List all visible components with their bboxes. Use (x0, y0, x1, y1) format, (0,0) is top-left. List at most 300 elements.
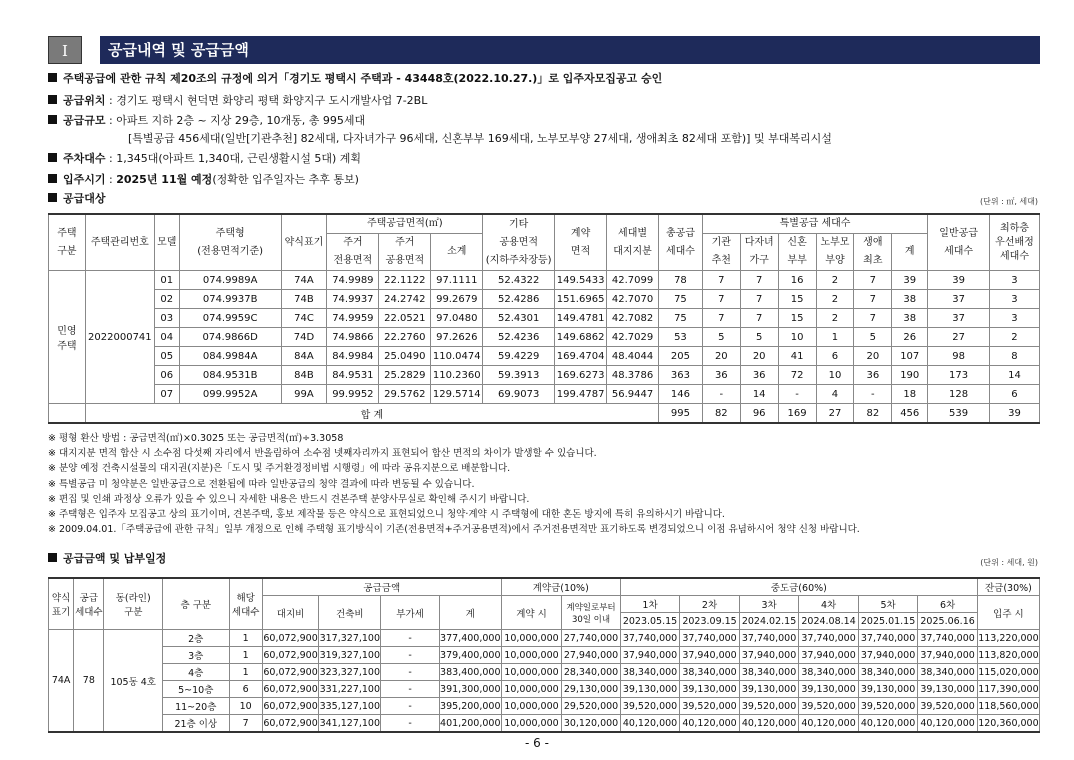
t1-cell: 4 (816, 385, 854, 404)
col2-mid-date-4: 2024.08.14 (799, 613, 859, 630)
t2-cell: 40,120,000 (918, 715, 978, 733)
t1-cell: 10 (816, 366, 854, 385)
t1-total-blank (49, 404, 86, 424)
t2-cell: 37,740,000 (620, 630, 680, 647)
t2-cell: 21층 이상 (162, 715, 229, 733)
col2-deposit-group: 계약금(10%) (501, 578, 620, 596)
t1-row (49, 366, 1040, 385)
t1-cell: 110.0474 (431, 347, 483, 366)
t1-cell: 69.9073 (483, 385, 555, 404)
t2-cell: 40,120,000 (739, 715, 799, 733)
col2-balance: 입주 시 (977, 596, 1039, 630)
t2-cell: 335,127,100 (319, 698, 381, 715)
t2-cell: 11~20층 (162, 698, 229, 715)
t1-row (49, 347, 1040, 366)
t2-cell: - (381, 630, 440, 647)
t1-cell: 48.4044 (607, 347, 659, 366)
t2-row (49, 681, 1040, 698)
t2-cell: 10,000,000 (501, 681, 562, 698)
t2-cell: 39,520,000 (680, 698, 740, 715)
col-other-area: 기타 공용면적 (지하주차장등) (483, 214, 555, 271)
t2-cell: 331,227,100 (319, 681, 381, 698)
section-number: I (48, 36, 82, 64)
t1-cell: 84.9984 (327, 347, 379, 366)
t1-cell: 074.9937B (179, 290, 281, 309)
col2-sum: 계 (439, 596, 501, 630)
bullet-location: 공급위치 : 경기도 평택시 현덕면 화양리 평택 화양지구 도시개발사업 7-2BL (48, 93, 427, 109)
square-bullet-icon (48, 115, 57, 124)
col-common: 주거 공용면적 (379, 234, 431, 271)
t2-cell: 377,400,000 (439, 630, 501, 647)
t2-cell: 60,072,900 (262, 647, 318, 664)
t1-total-cell: 39 (989, 404, 1039, 424)
col-sp-firsttime: 생애 최초 (854, 234, 892, 271)
section-title: 공급내역 및 공급금액 (100, 36, 1040, 64)
col2-mid-group: 중도금(60%) (620, 578, 977, 596)
t2-cell: 38,340,000 (739, 664, 799, 681)
t1-cell: 06 (154, 366, 179, 385)
col-land-share: 세대별 대지지분 (607, 214, 659, 271)
t1-cell: 5 (854, 328, 892, 347)
col-area-group: 주택공급면적(㎡) (327, 214, 483, 234)
t1-cell: 3 (989, 309, 1039, 328)
t2-group-abbr: 74A (49, 630, 74, 733)
t2-cell: 39,520,000 (918, 698, 978, 715)
housing-category: 민영 주택 (49, 271, 86, 404)
section-supply-target: 공급대상 (48, 191, 106, 207)
t1-cell: 74.9866 (327, 328, 379, 347)
col2-mid-date-6: 2025.06.16 (918, 613, 978, 630)
t1-cell: 6 (816, 347, 854, 366)
t1-cell: 99.2679 (431, 290, 483, 309)
col-code: 주택관리번호 (85, 214, 154, 271)
t2-cell: 38,340,000 (858, 664, 918, 681)
t2-cell: 28,340,000 (562, 664, 621, 681)
t1-cell: 99.9952 (327, 385, 379, 404)
t1-cell: 7 (854, 290, 892, 309)
t1-cell: 38 (892, 309, 928, 328)
t1-cell: 199.4787 (555, 385, 607, 404)
col-sp-institution: 기관 추천 (702, 234, 740, 271)
t2-cell: 39,520,000 (799, 698, 859, 715)
t1-cell: 205 (659, 347, 703, 366)
t2-cell: 38,340,000 (620, 664, 680, 681)
t1-cell: 128 (928, 385, 990, 404)
t2-cell: 37,940,000 (680, 647, 740, 664)
col2-mid-5: 5차 (858, 596, 918, 613)
t2-cell: 379,400,000 (439, 647, 501, 664)
t1-cell: 20 (854, 347, 892, 366)
col2-mid-date-1: 2023.05.15 (620, 613, 680, 630)
col-sp-elderly: 노부모 부양 (816, 234, 854, 271)
col2-mid-2: 2차 (680, 596, 740, 613)
t1-cell: 7 (702, 309, 740, 328)
t2-cell: 3층 (162, 647, 229, 664)
t2-cell: 39,130,000 (680, 681, 740, 698)
col2-abbr: 약식 표기 (49, 578, 74, 630)
t1-cell: 149.5433 (555, 271, 607, 290)
col-subtotal: 소계 (431, 234, 483, 271)
t1-cell: 84B (281, 366, 327, 385)
t2-cell: - (381, 664, 440, 681)
t1-cell: 48.3786 (607, 366, 659, 385)
t1-cell: 074.9959C (179, 309, 281, 328)
note-line: ※ 특별공급 미 청약분은 일반공급으로 전환됨에 따라 일반공급의 청약 결과에 따라 변동될 수 있습니다. (48, 478, 475, 490)
t1-cell: 52.4236 (483, 328, 555, 347)
t1-cell: 41 (778, 347, 816, 366)
t2-cell: 37,740,000 (680, 630, 740, 647)
col-exclusive: 주거 전용면적 (327, 234, 379, 271)
t1-cell: 52.4322 (483, 271, 555, 290)
col-sp-multichild: 다자녀 가구 (740, 234, 778, 271)
note-line: ※ 주택형은 입주자 모집공고 상의 표기이며, 견본주택, 홍보 제작물 등은 약식으로 표현되었으니 청약·계약 시 주택형에 대한 혼돈 방지에 특히 유의하시기 바랍니다. (48, 509, 725, 521)
t2-cell: 39,520,000 (858, 698, 918, 715)
t1-total-cell: 96 (740, 404, 778, 424)
t1-row (49, 385, 1040, 404)
t2-cell: 10,000,000 (501, 715, 562, 733)
t1-cell: 8 (989, 347, 1039, 366)
t1-total-cell: 27 (816, 404, 854, 424)
col2-mid-date-5: 2025.01.15 (858, 613, 918, 630)
square-bullet-icon (48, 553, 57, 562)
col-total-supply: 총공급 세대수 (659, 214, 703, 271)
t1-cell: 36 (740, 366, 778, 385)
t1-total-cell: 169 (778, 404, 816, 424)
t1-cell: 97.1111 (431, 271, 483, 290)
t2-cell: 60,072,900 (262, 664, 318, 681)
note-line: ※ 평형 환산 방법 : 공급면적(㎡)×0.3025 또는 공급면적(㎡)÷3.3058 (48, 433, 344, 444)
t1-cell: 22.1122 (379, 271, 431, 290)
t1-cell: 2 (816, 309, 854, 328)
t2-cell: 1 (229, 647, 262, 664)
t1-total-label: 합 계 (85, 404, 658, 424)
t1-cell: 99A (281, 385, 327, 404)
t2-cell: 38,340,000 (680, 664, 740, 681)
t2-cell: 29,130,000 (562, 681, 621, 698)
note-line: ※ 대지지분 면적 합산 시 소수점 다섯째 자리에서 반올림하여 소수점 넷째자리까지 표현되어 합산 면적의 차이가 발생할 수 있습니다. (48, 448, 597, 460)
col2-vat: 부가세 (381, 596, 440, 630)
t2-cell: 37,940,000 (858, 647, 918, 664)
t1-cell: 84A (281, 347, 327, 366)
t2-cell: 10,000,000 (501, 698, 562, 715)
t1-cell: 74C (281, 309, 327, 328)
t1-cell: 74.9989 (327, 271, 379, 290)
col-contract-area: 계약 면적 (555, 214, 607, 271)
t1-cell: 02 (154, 290, 179, 309)
bullet-move-in: 입주시기 : 2025년 11월 예정(정확한 입주일자는 추후 통보) (48, 172, 359, 188)
t1-cell: 37 (928, 309, 990, 328)
t1-cell: 72 (778, 366, 816, 385)
t1-cell: 24.2742 (379, 290, 431, 309)
notes-block (48, 431, 860, 537)
t1-cell: 37 (928, 290, 990, 309)
square-bullet-icon (48, 153, 57, 162)
col2-price-group: 공급금액 (262, 578, 501, 596)
t1-total-cell: 995 (659, 404, 703, 424)
t1-cell: 42.7070 (607, 290, 659, 309)
t1-cell: 149.4781 (555, 309, 607, 328)
t1-cell: 56.9447 (607, 385, 659, 404)
col-general: 일반공급 세대수 (928, 214, 990, 271)
t2-cell: 37,940,000 (739, 647, 799, 664)
col-housing-type: 주택형 (전용면적기준) (179, 214, 281, 271)
t2-cell: 401,200,000 (439, 715, 501, 733)
t1-cell: 22.2760 (379, 328, 431, 347)
t1-cell: 084.9984A (179, 347, 281, 366)
t2-cell: 117,390,000 (977, 681, 1039, 698)
t1-cell: 2 (816, 290, 854, 309)
t1-cell: 39 (928, 271, 990, 290)
t2-cell: - (381, 698, 440, 715)
t1-cell: 5 (702, 328, 740, 347)
t1-cell: 25.0490 (379, 347, 431, 366)
col-priority: 최하층 우선배정 세대수 (989, 214, 1039, 271)
t1-cell: 52.4301 (483, 309, 555, 328)
t1-cell: 151.6965 (555, 290, 607, 309)
t1-cell: 110.2360 (431, 366, 483, 385)
t1-cell: 099.9952A (179, 385, 281, 404)
t1-cell: 074.9866D (179, 328, 281, 347)
col2-dong: 동(라인) 구분 (104, 578, 163, 630)
t1-cell: 29.5762 (379, 385, 431, 404)
t1-cell: 7 (854, 271, 892, 290)
t2-cell: - (381, 681, 440, 698)
t2-cell: 1 (229, 664, 262, 681)
col2-count: 해당 세대수 (229, 578, 262, 630)
t1-total-cell: 539 (928, 404, 990, 424)
t2-row (49, 715, 1040, 733)
square-bullet-icon (48, 95, 57, 104)
t1-cell: 75 (659, 309, 703, 328)
page-number: - 6 - (525, 736, 549, 750)
t2-cell: 39,520,000 (739, 698, 799, 715)
t2-cell: 120,360,000 (977, 715, 1039, 733)
t2-cell: 10,000,000 (501, 664, 562, 681)
t2-cell: - (381, 647, 440, 664)
col2-land: 대지비 (262, 596, 318, 630)
t2-row (49, 664, 1040, 681)
t2-cell: 39,130,000 (918, 681, 978, 698)
t1-cell: 14 (740, 385, 778, 404)
col-sp-newlywed: 신혼 부부 (778, 234, 816, 271)
t1-cell: 01 (154, 271, 179, 290)
col2-mid-date-2: 2023.09.15 (680, 613, 740, 630)
t1-cell: 7 (702, 271, 740, 290)
t2-cell: 39,130,000 (858, 681, 918, 698)
col-type: 주택 구분 (49, 214, 86, 271)
t1-total-row (49, 404, 1040, 424)
price-schedule-table (48, 577, 1040, 733)
t1-cell: 26 (892, 328, 928, 347)
t1-cell: 74.9937 (327, 290, 379, 309)
t2-cell: 37,940,000 (620, 647, 680, 664)
t1-cell: 74D (281, 328, 327, 347)
col2-mid-6: 6차 (918, 596, 978, 613)
t1-total-cell: 456 (892, 404, 928, 424)
t2-cell: 37,740,000 (858, 630, 918, 647)
t2-cell: 341,127,100 (319, 715, 381, 733)
t1-cell: 149.6862 (555, 328, 607, 347)
bullet-scale: 공급규모 : 아파트 지하 2층 ~ 지상 29층, 10개동, 총 995세대 (48, 113, 365, 129)
t2-cell: 323,327,100 (319, 664, 381, 681)
t2-cell: 40,120,000 (680, 715, 740, 733)
t2-cell: 60,072,900 (262, 715, 318, 733)
t2-cell: 319,327,100 (319, 647, 381, 664)
t2-cell: 1 (229, 630, 262, 647)
t1-cell: 169.6273 (555, 366, 607, 385)
section-title-bar (48, 36, 1040, 64)
unit-label-2: (단위 : 세대, 원) (980, 558, 1038, 567)
t2-cell: 5~10층 (162, 681, 229, 698)
t1-cell: 1 (816, 328, 854, 347)
t2-cell: 39,520,000 (620, 698, 680, 715)
t2-cell: 27,740,000 (562, 630, 621, 647)
t2-cell: 38,340,000 (799, 664, 859, 681)
col2-dep2: 계약일로부터 30일 이내 (562, 596, 621, 630)
t1-cell: 3 (989, 290, 1039, 309)
note-line: ※ 분양 예정 건축시설물의 대지권(지분)은「도시 및 주거환경정비법 시행령」에 따라 공유지분으로 배분합니다. (48, 463, 511, 475)
t1-cell: 53 (659, 328, 703, 347)
t1-cell: 59.3913 (483, 366, 555, 385)
t2-row (49, 647, 1040, 664)
t1-total-cell: 82 (854, 404, 892, 424)
section-price-schedule: 공급금액 및 납부일정 (48, 551, 166, 567)
t1-cell: 16 (778, 271, 816, 290)
t2-cell: 37,740,000 (918, 630, 978, 647)
unit-label-1: (단위 : ㎡, 세대) (979, 197, 1038, 206)
t1-cell: 129.5714 (431, 385, 483, 404)
scale-detail: [특별공급 456세대(일반[기관추천] 82세대, 다자녀가구 96세대, 신혼부부 169세대, 노부모부양 27세대, 생애최초 82세대 포함)] 및 부대복리시설 (128, 132, 832, 145)
t2-cell: 37,740,000 (799, 630, 859, 647)
t2-cell: 391,300,000 (439, 681, 501, 698)
t2-cell: 7 (229, 715, 262, 733)
t1-cell: 107 (892, 347, 928, 366)
t1-cell: 03 (154, 309, 179, 328)
t2-cell: 27,940,000 (562, 647, 621, 664)
col-abbr: 약식표기 (281, 214, 327, 271)
t1-cell: 52.4286 (483, 290, 555, 309)
bullet-approval: 주택공급에 관한 규칙 제20조의 규정에 의거「경기도 평택시 주택과 - 43448호(2022.10.27.)」로 입주자모집공고 승인 (48, 71, 662, 87)
t1-cell: 10 (778, 328, 816, 347)
col-special-group: 특별공급 세대수 (702, 214, 927, 234)
t2-cell: 29,520,000 (562, 698, 621, 715)
t1-total-cell: 82 (702, 404, 740, 424)
t1-cell: 363 (659, 366, 703, 385)
t1-cell: 3 (989, 271, 1039, 290)
t2-cell: 30,120,000 (562, 715, 621, 733)
t2-cell: 60,072,900 (262, 630, 318, 647)
t1-cell: 7 (740, 290, 778, 309)
t1-cell: 2 (816, 271, 854, 290)
t1-cell: 20 (740, 347, 778, 366)
t1-cell: 14 (989, 366, 1039, 385)
t1-cell: 42.7029 (607, 328, 659, 347)
col2-mid-date-3: 2024.02.15 (739, 613, 799, 630)
t2-cell: 37,740,000 (739, 630, 799, 647)
t1-cell: 146 (659, 385, 703, 404)
t1-cell: 78 (659, 271, 703, 290)
t1-cell: 7 (854, 309, 892, 328)
t1-cell: 25.2829 (379, 366, 431, 385)
t2-cell: 383,400,000 (439, 664, 501, 681)
t1-cell: 7 (702, 290, 740, 309)
square-bullet-icon (48, 73, 57, 82)
t2-row (49, 698, 1040, 715)
t2-cell: 115,020,000 (977, 664, 1039, 681)
col-model: 모델 (154, 214, 179, 271)
t2-cell: 317,327,100 (319, 630, 381, 647)
t1-cell: 084.9531B (179, 366, 281, 385)
t1-cell: 98 (928, 347, 990, 366)
t2-cell: 40,120,000 (620, 715, 680, 733)
t1-cell: 42.7082 (607, 309, 659, 328)
t1-row (49, 309, 1040, 328)
note-line: ※ 2009.04.01.「주택공급에 관한 규칙」일부 개정으로 인해 주택형 표기방식이 기존(전용면적+주거공용면적)에서 주거전용면적만 표기하도록 변경되었으니 이점 유념하시어 청약 신청 바랍니다. (48, 524, 860, 536)
t2-cell: 113,820,000 (977, 647, 1039, 664)
square-bullet-icon (48, 193, 57, 202)
t2-cell: 113,220,000 (977, 630, 1039, 647)
t1-cell: 97.2626 (431, 328, 483, 347)
t1-cell: 6 (989, 385, 1039, 404)
t1-cell: 169.4704 (555, 347, 607, 366)
housing-code: 2022000741 (85, 271, 154, 404)
t1-row (49, 290, 1040, 309)
t1-cell: 15 (778, 290, 816, 309)
t2-cell: 2층 (162, 630, 229, 647)
t1-cell: 75 (659, 290, 703, 309)
t2-cell: 39,130,000 (739, 681, 799, 698)
t1-cell: - (854, 385, 892, 404)
t2-cell: 118,560,000 (977, 698, 1039, 715)
t2-cell: 4층 (162, 664, 229, 681)
t2-group-dong: 105동 4호 (104, 630, 163, 733)
t1-cell: 84.9531 (327, 366, 379, 385)
t2-cell: 6 (229, 681, 262, 698)
t1-cell: 2 (989, 328, 1039, 347)
t1-cell: 59.4229 (483, 347, 555, 366)
t2-cell: 40,120,000 (799, 715, 859, 733)
t1-cell: 190 (892, 366, 928, 385)
t2-cell: 37,940,000 (799, 647, 859, 664)
t1-cell: 38 (892, 290, 928, 309)
col2-build: 건축비 (319, 596, 381, 630)
t1-cell: 18 (892, 385, 928, 404)
t2-cell: - (381, 715, 440, 733)
t1-row (49, 328, 1040, 347)
col2-mid-1: 1차 (620, 596, 680, 613)
t1-cell: 74A (281, 271, 327, 290)
t1-cell: 97.0480 (431, 309, 483, 328)
t2-cell: 37,940,000 (918, 647, 978, 664)
t1-cell: 04 (154, 328, 179, 347)
t1-cell: 05 (154, 347, 179, 366)
t1-cell: - (702, 385, 740, 404)
t1-cell: 22.0521 (379, 309, 431, 328)
t1-cell: 36 (854, 366, 892, 385)
t2-cell: 60,072,900 (262, 681, 318, 698)
t2-cell: 10,000,000 (501, 630, 562, 647)
t1-cell: 39 (892, 271, 928, 290)
t2-row (49, 630, 1040, 647)
col2-floor: 층 구분 (162, 578, 229, 630)
t1-cell: - (778, 385, 816, 404)
t2-cell: 10,000,000 (501, 647, 562, 664)
col2-mid-3: 3차 (739, 596, 799, 613)
t2-cell: 40,120,000 (858, 715, 918, 733)
t1-cell: 15 (778, 309, 816, 328)
supply-target-table (48, 213, 1040, 424)
t2-group-supply: 78 (74, 630, 104, 733)
